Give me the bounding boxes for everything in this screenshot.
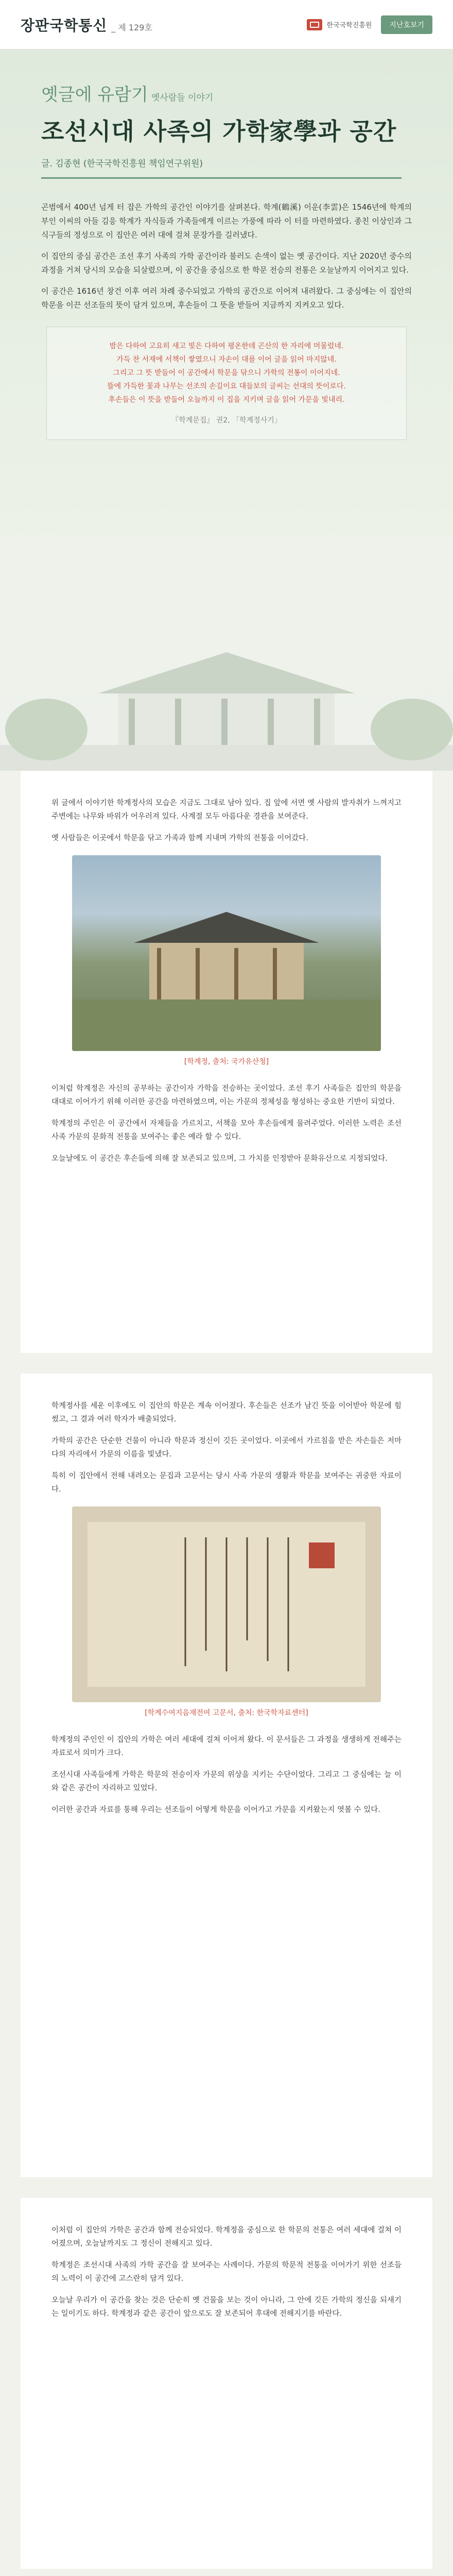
series-subtitle: 옛사람들 이야기 xyxy=(151,93,214,103)
section-gap xyxy=(0,1353,453,1374)
poem-line: 밤은 다하여 고요히 새고 빛은 다하여 평온한데 곤산의 한 자리에 머물렀네. xyxy=(109,342,344,350)
body-paragraph: 학계정의 주인인 이 집안의 가학은 여러 세대에 걸쳐 이어져 왔다. 이 문서들은 그 과정을 생생하게 전해주는 자료로서 의미가 크다. xyxy=(51,1736,402,1757)
article-byline: 글. 김종현 (한국국학진흥원 책임연구위원) xyxy=(41,159,203,169)
title-divider xyxy=(41,177,402,179)
body-paragraph: 학계정사를 세운 이후에도 이 집안의 학문은 계속 이어졌다. 후손들은 선조가 남긴 뜻을 이어받아 학문에 힘썼고, 그 결과 여러 학자가 배출되었다. xyxy=(51,1402,402,1423)
article-section-2 xyxy=(21,1374,432,2177)
article-section-1 xyxy=(21,771,432,1353)
poem-line: 가득 찬 서재에 서책이 쌓였으니 자손이 대를 이어 글을 읽어 마지않네. xyxy=(116,355,337,364)
poem-line: 뜰에 가득한 꽃과 나무는 선조의 손길이요 대들보의 글씨는 선대의 뜻이로다. xyxy=(107,382,346,391)
hanok-illustration xyxy=(0,616,453,771)
body-paragraph: 학계정의 주인은 이 공간에서 자제들을 가르치고, 서책을 모아 후손들에게 물려주었다. 이러한 노력은 조선 사족 가문의 문화적 전통을 보여주는 좋은 예라 할 수 있다. xyxy=(51,1120,402,1141)
body-paragraph: 학계정은 조선시대 사족의 가학 공간을 잘 보여주는 사례이다. 가문의 학문적 전통을 이어가기 위한 선조들의 노력이 이 공간에 고스란히 담겨 있다. xyxy=(51,2261,402,2283)
old-document-photo xyxy=(72,1506,381,1702)
org-name: 한국국학진흥원 xyxy=(326,22,372,29)
top-bar xyxy=(0,0,453,49)
article-title: 조선시대 사족의 가학家學과 공간 xyxy=(41,117,397,145)
lead-paragraph: 이 집안의 중심 공간은 조선 후기 사족의 가학 공간이라 불러도 손색이 없는 옛 공간이다. 지난 2020년 중수의 과정을 거쳐 당시의 모습을 되살렸으며, 이 공간을 중심으로 한 학문 전승의 전통은 오늘날까지 이어지고 있다. xyxy=(41,251,412,275)
previous-issues-button[interactable]: 지난호보기 xyxy=(381,15,432,34)
org-logo-icon xyxy=(307,19,322,30)
body-paragraph: 위 글에서 이야기한 학계정사의 모습은 지금도 그대로 남아 있다. 집 앞에 서면 옛 사람의 발자취가 느껴지고 주변에는 나무와 바위가 어우러져 있다. 사계절 모두 아름다운 경관을 보여준다. xyxy=(51,799,402,821)
lead-text xyxy=(41,200,412,312)
lead-paragraph: 이 공간은 1616년 창건 이후 여러 차례 중수되었고 가학의 공간으로 이어져 내려왔다. 그 중심에는 이 집안의 학문을 이끈 선조들의 뜻이 담겨 있으며, 후손들이 그 뜻을 받들어 지금까지 지켜오고 있다. xyxy=(41,286,412,310)
body-paragraph: 특히 이 집안에서 전해 내려오는 문집과 고문서는 당시 사족 가문의 생활과 학문을 보여주는 귀중한 자료이다. xyxy=(51,1472,402,1494)
hakgyejeong-photo xyxy=(72,855,381,1051)
quoted-poem xyxy=(46,327,407,440)
hero-text xyxy=(41,80,412,440)
body-paragraph: 가학의 공간은 단순한 건물이 아니라 학문과 정신이 깃든 곳이었다. 이곳에서 가르침을 받은 자손들은 저마다의 자리에서 가문의 이름을 빛냈다. xyxy=(51,1437,402,1459)
series-name: 옛글에 유람기 xyxy=(41,84,148,105)
issue-number: _ 제 129호 xyxy=(111,22,152,32)
hero-section xyxy=(0,49,453,771)
photo-caption: [학계정, 출처: 국가유산청] xyxy=(184,1058,269,1066)
body-paragraph: 이처럼 이 집안의 가학은 공간과 함께 전승되었다. 학계정을 중심으로 한 학문의 전통은 여러 세대에 걸쳐 이어졌으며, 오늘날까지도 그 정신이 전해지고 있다. xyxy=(51,2226,402,2248)
body-paragraph: 조선시대 사족들에게 가학은 학문의 전승이자 가문의 위상을 지키는 수단이었다. 그리고 그 중심에는 늘 이와 같은 공간이 자리하고 있었다. xyxy=(51,1771,402,1792)
poem-source: 『학계문집』 권2, 「학계정사기」 xyxy=(171,416,282,425)
body-paragraph: 이처럼 학계정은 자신의 공부하는 공간이자 가학을 전승하는 곳이었다. 조선 후기 사족들은 집안의 학문을 대대로 이어가기 위해 이러한 공간을 마련하였으며, 이는 가문의 정체성을 형성하는 중요한 기반이 되었다. xyxy=(51,1084,402,1106)
body-paragraph: 오늘날에도 이 공간은 후손들에 의해 잘 보존되고 있으며, 그 가치를 인정받아 문화유산으로 지정되었다. xyxy=(51,1155,388,1163)
section-gap xyxy=(0,2177,453,2198)
lead-paragraph: 곤범에서 400년 넘게 터 잡은 가학의 공간인 이야기를 살펴본다. 학계(鶴溪) 이운(李雲)은 1546년에 학계의 부인 이씨의 아들 김응 학계가 자식들과 가족들에게 이르는 가풍에 따라 이 터를 마련하였다. 종친 이상인과 그 식구들의 정성으로 이 집안은 여러 대에 걸쳐 문장가를 길러냈다. xyxy=(41,202,412,240)
series-title xyxy=(41,80,412,106)
body-paragraph: 옛 사람들은 이곳에서 학문을 닦고 가족과 함께 지내며 가학의 전통을 이어갔다. xyxy=(51,834,308,842)
header-actions xyxy=(307,15,432,34)
poem-line: 그리고 그 뜻 받들어 이 공간에서 학문을 닦으니 가학의 전통이 이어지네. xyxy=(113,369,340,377)
photo-caption: [학계수여지음재전여 고문서, 출처: 한국학자료센터] xyxy=(145,1709,308,1717)
body-paragraph: 이러한 공간과 자료를 통해 우리는 선조들이 어떻게 학문을 이어가고 가문을 지켜왔는지 엿볼 수 있다. xyxy=(51,1806,380,1814)
org-logo[interactable] xyxy=(307,19,372,30)
body-paragraph: 오늘날 우리가 이 공간을 찾는 것은 단순히 옛 건물을 보는 것이 아니라, 그 안에 깃든 가학의 정신을 되새기는 일이기도 하다. 학계정과 같은 공간이 앞으로도 잘 보존되어 후대에 전해지기를 바란다. xyxy=(51,2296,402,2318)
newsletter-name: 장판국학통신 xyxy=(21,16,108,34)
poem-line: 후손들은 이 뜻을 받들어 오늘까지 이 집을 지키며 글을 읽어 가문을 빛내리. xyxy=(108,396,345,404)
newsletter-brand[interactable] xyxy=(21,14,152,35)
article-section-3 xyxy=(21,2198,432,2569)
